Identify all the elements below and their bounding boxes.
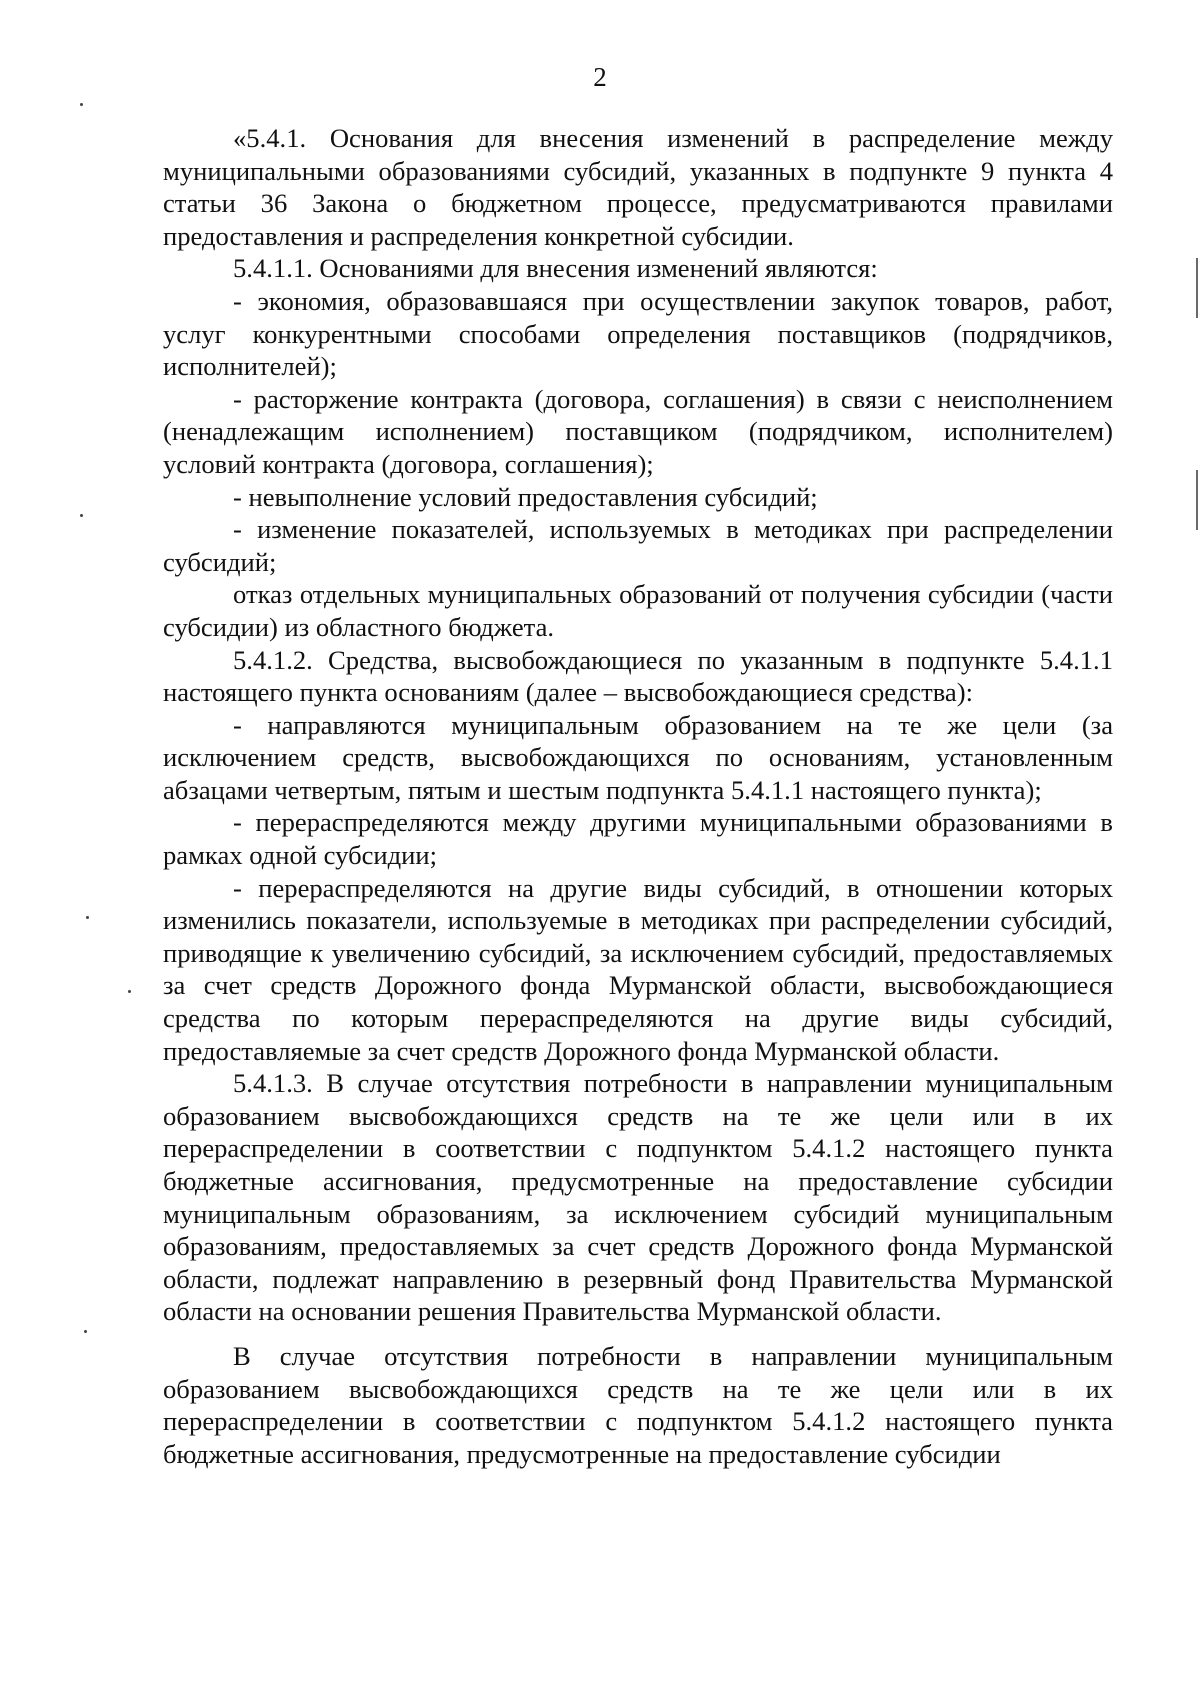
list-item-redistribute-municipal: - перераспределяются между другими муниципальными образованиями в рамках одной субсидии; (163, 807, 1113, 871)
scan-edge-line (1196, 470, 1198, 530)
scan-speck (80, 103, 83, 106)
list-item-indicator-change: - изменение показателей, используемых в методиках при распределении субсидий; (163, 514, 1113, 577)
list-item-same-purpose: - направляются муниципальным образованием на те же цели (за исключением средств, высвобождающихся по основаниям, установленным абзацами четвертым, пятым и шестым подпункта 5.4.1.1 настоящего пункта); (163, 709, 1113, 805)
scan-speck (80, 514, 83, 517)
paragraph-5-4-1-2: 5.4.1.2. Средства, высвобождающиеся по указанным в подпункте 5.4.1.1 настоящего пункта основаниям (далее – высвобождающиеся средства): (163, 644, 1113, 708)
scan-speck (86, 916, 89, 919)
paragraph-5-4-1-1-heading: 5.4.1.1. Основаниями для внесения изменений являются: (233, 253, 878, 284)
list-item-economy: - экономия, образовавшаяся при осуществлении закупок товаров, работ, услуг конкурентными способами определения поставщиков (подрядчиков, исполнителей); (163, 285, 1113, 382)
list-item-refusal: отказ отдельных муниципальных образований от получения субсидии (части субсидии) из областного бюджета. (163, 579, 1113, 642)
page-number: 2 (593, 62, 607, 92)
scan-edge-line (1196, 258, 1198, 318)
list-item-redistribute-other-types: - перераспределяются на другие виды субсидий, в отношении которых изменились показатели, используемые в методиках при распределении субсидий, приводящие к увеличению субсидий, за исключением субсидий, предоставляемых за счет средств Дорожного фонда Мурманской области, высвобождающиеся средства по которым перераспределяются на другие виды субсидий, предоставляемые за счет средств Дорожного фонда Мурманской области. (163, 872, 1113, 1066)
paragraph-5-4-1-3: 5.4.1.3. В случае отсутствия потребности в направлении муниципальным образованием высвобождающихся средств на те же цели или в их перераспределении в соответствии с подпунктом 5.4.1.2 настоящего пункта бюджетные ассигнования, предусмотренные на предоставление субсидии муниципальным образованиям, за исключением субсидий муниципальным образованиям, предоставляемых за счет средств Дорожного фонда Мурманской области, подлежат направлению в резервный фонд Правительства Мурманской области на основании решения Правительства Мурманской области. (163, 1068, 1113, 1327)
scan-speck (84, 1330, 87, 1333)
paragraph-5-4-1: «5.4.1. Основания для внесения изменений в распределение между муниципальными образованиями субсидий, указанных в подпункте 9 пункта 4 статьи 36 Закона о бюджетном процессе, предусматриваются правилами предоставления и распределения конкретной субсидии. (163, 123, 1113, 251)
paragraph-no-need: В случае отсутствия потребности в направлении муниципальным образованием высвобождающихся средств на те же цели или в их перераспределении в соответствии с подпунктом 5.4.1.2 настоящего пункта бюджетные ассигнования, предусмотренные на предоставление субсидии (163, 1340, 1113, 1469)
list-item-non-fulfillment: - невыполнение условий предоставления субсидий; (233, 481, 818, 512)
document-body (163, 122, 1113, 1470)
list-item-contract-termination: - расторжение контракта (договора, соглашения) в связи с неисполнением (ненадлежащим исполнением) поставщиком (подрядчиком, исполнителем) условий контракта (договора, соглашения); (163, 383, 1113, 479)
scan-speck (128, 990, 131, 993)
